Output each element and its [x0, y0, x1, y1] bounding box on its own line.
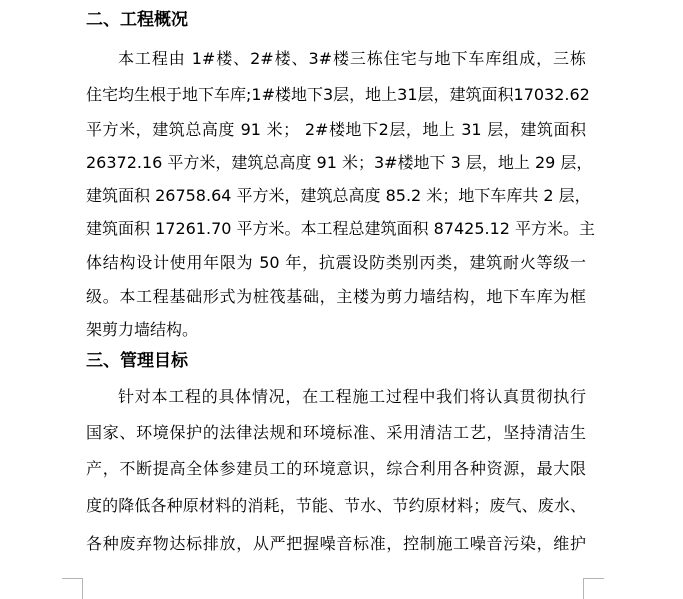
paragraph-line: 本工程由 1#楼、2#楼、3#楼三栋住宅与地下车库组成，三栋: [118, 49, 586, 68]
paragraph-line: 建筑面积 26758.64 平方米，建筑总高度 85.2 米；地下车库共 2 层，: [86, 186, 591, 205]
paragraph-line: 度的降低各种原材料的消耗，节能、节水、节约原材料；废气、废水、: [86, 496, 586, 515]
paragraph-line: 各种废弃物达标排放，从严把握噪音标准，控制施工噪音污染，维护: [86, 534, 586, 553]
paragraph-line: 级。本工程基础形式为桩筏基础，主楼为剪力墙结构，地下车库为框: [86, 287, 586, 306]
paragraph-line: 国家、环境保护的法律法规和环境标准、采用清洁工艺，坚持清洁生: [86, 423, 586, 442]
section-heading-project-overview: 二、工程概况: [86, 10, 188, 30]
paragraph-line: 建筑面积 17261.70 平方米。本工程总建筑面积 87425.12 平方米。主: [86, 219, 596, 238]
paragraph-line: 产，不断提高全体参建员工的环境意识，综合利用各种资源，最大限: [86, 459, 586, 478]
paragraph-line: 针对本工程的具体情况，在工程施工过程中我们将认真贯彻执行: [118, 387, 586, 406]
paragraph-line: 架剪力墙结构。: [86, 320, 199, 339]
paragraph-line: 体结构设计使用年限为 50 年，抗震设防类别丙类，建筑耐火等级一: [86, 253, 586, 272]
paragraph-line: 26372.16 平方米，建筑总高度 91 米；3#楼地下 3 层，地上 29 层，: [86, 153, 593, 172]
section-heading-management-goals: 三、管理目标: [86, 351, 188, 371]
paragraph-line: 住宅均生根于地下车库;1#楼地下3层，地上31层，建筑面积17032.62: [86, 85, 590, 104]
paragraph-line: 平方米，建筑总高度 91 米； 2#楼地下2层，地上 31 层，建筑面积: [86, 120, 586, 139]
